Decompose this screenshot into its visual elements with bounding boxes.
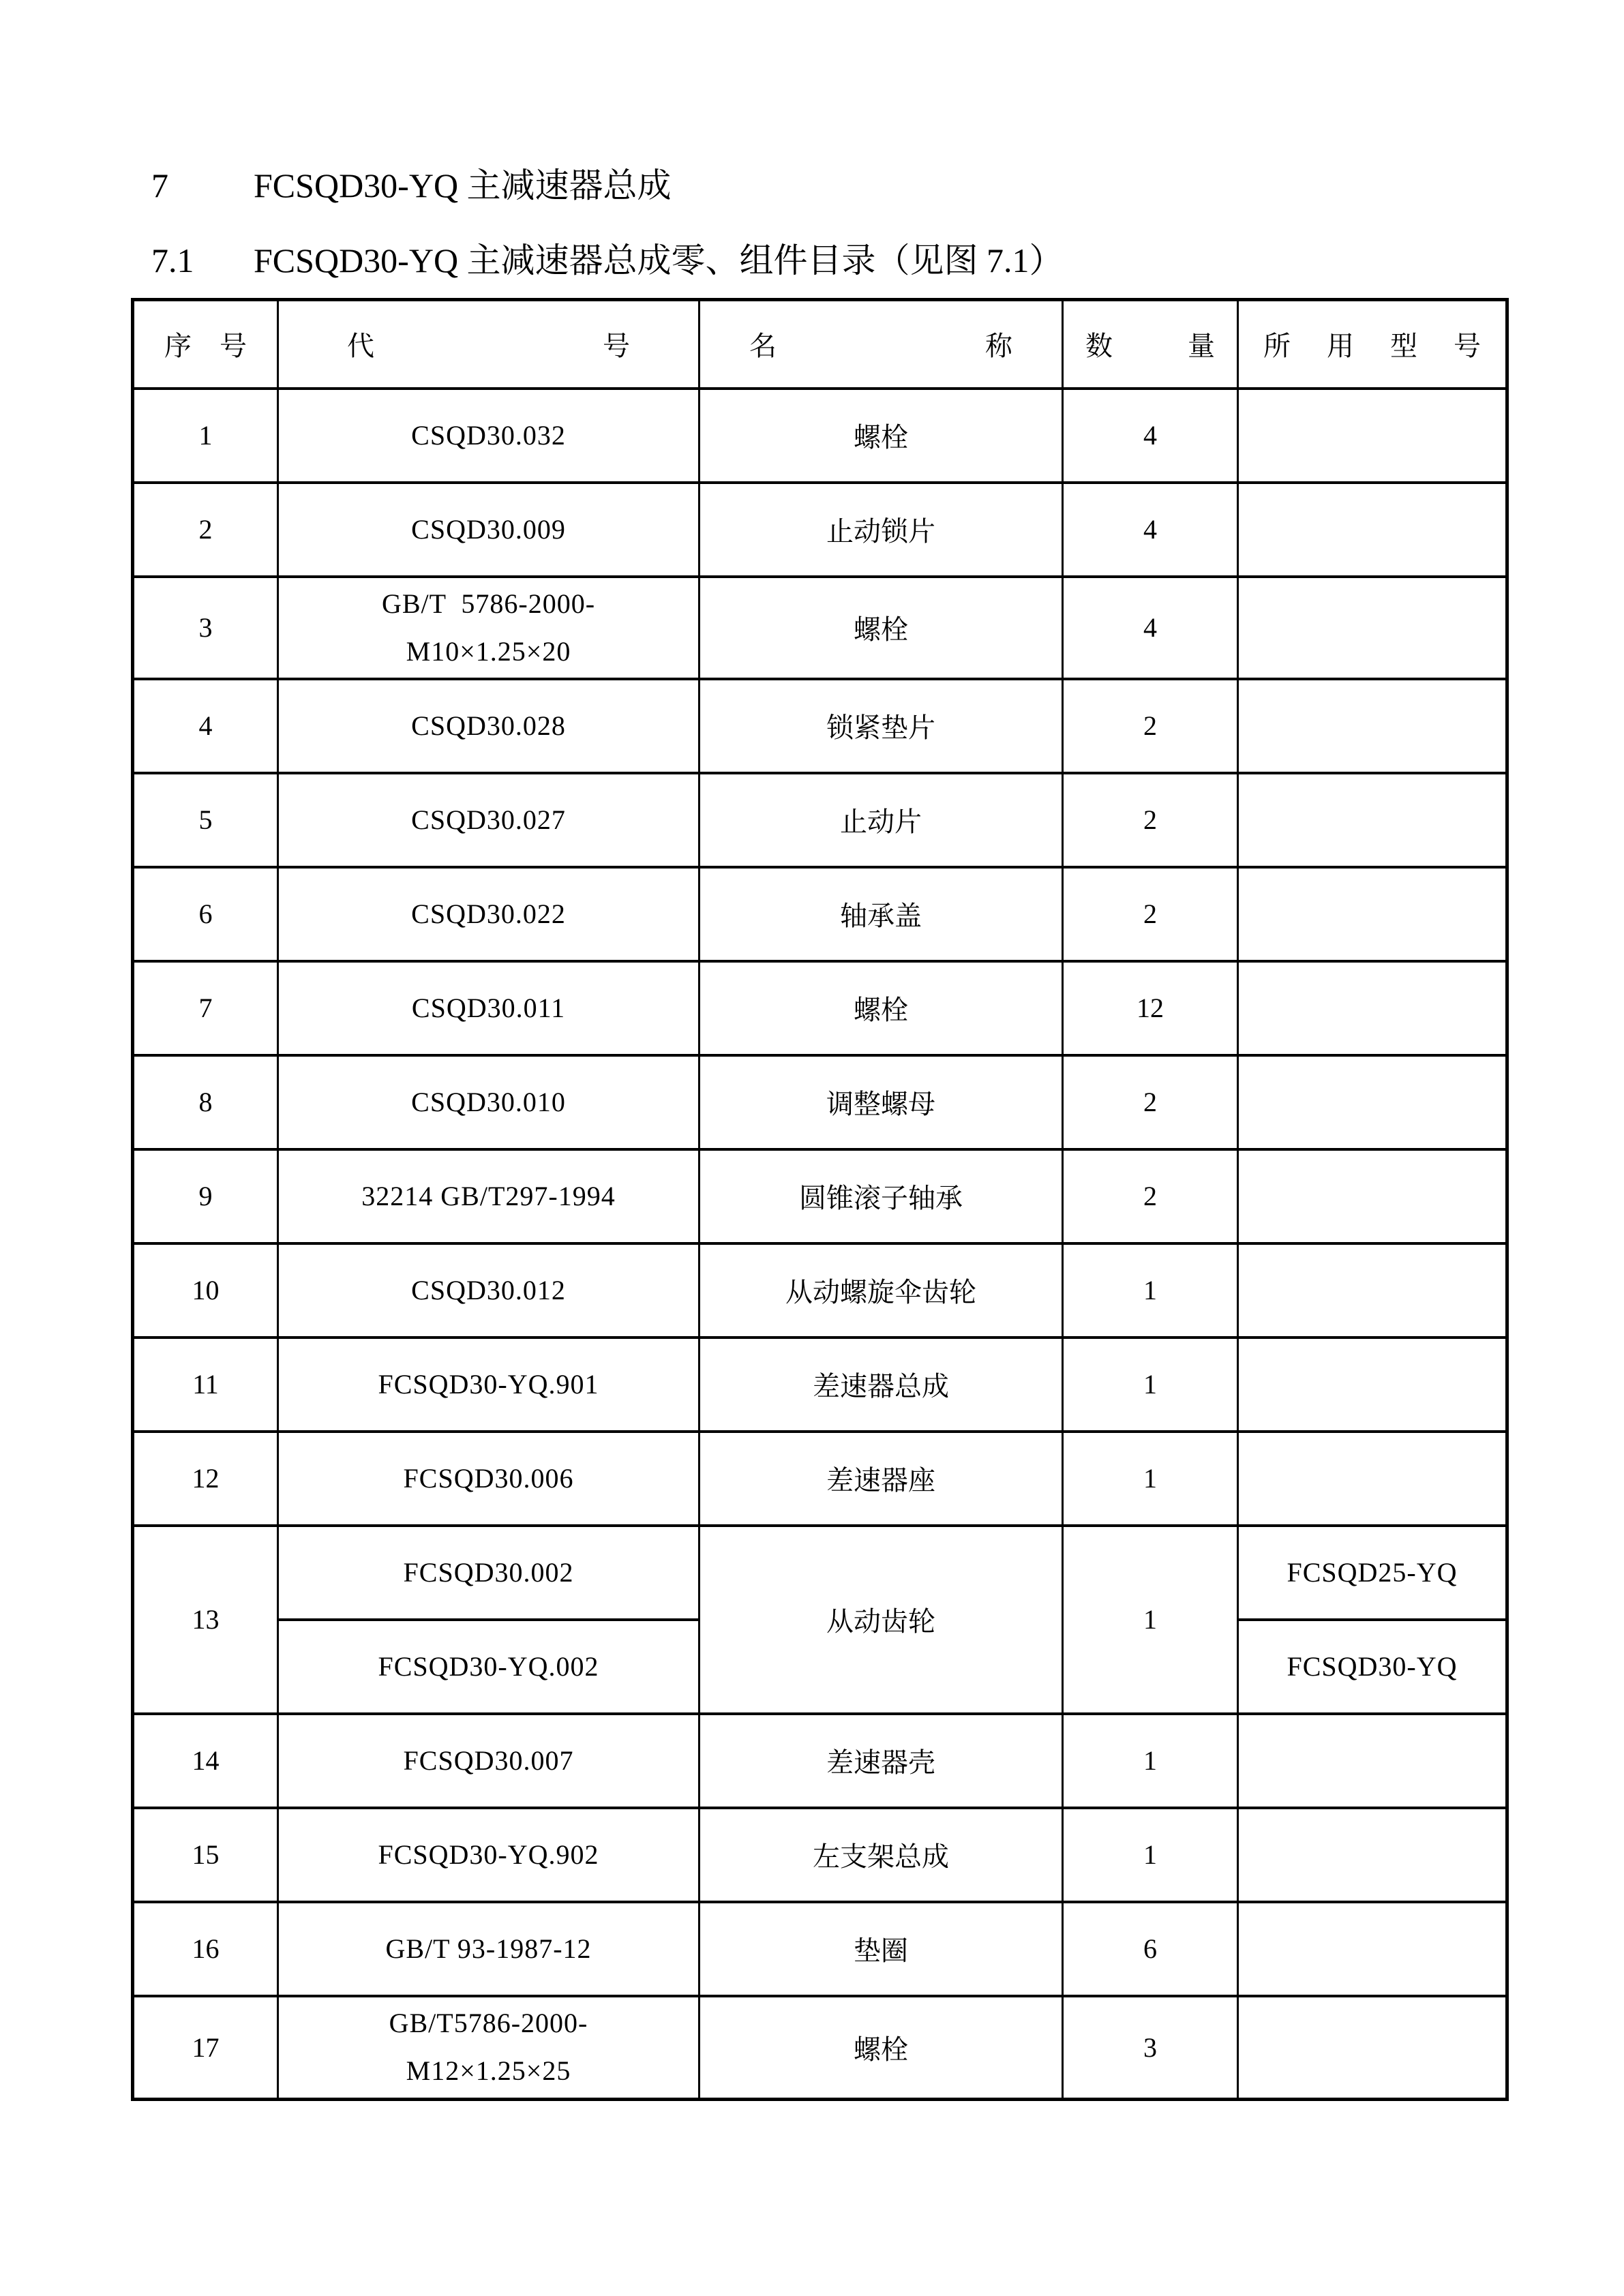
cell-name: 左支架总成 <box>700 1808 1063 1902</box>
cell-model <box>1238 1432 1507 1526</box>
subsection-heading <box>131 241 1515 280</box>
cell-model <box>1238 1055 1507 1149</box>
table-row <box>133 1432 1507 1526</box>
cell-seq: 2 <box>133 483 278 577</box>
cell-seq: 16 <box>133 1902 278 1996</box>
cell-code: CSQD30.009 <box>278 483 700 577</box>
cell-model <box>1238 1149 1507 1243</box>
code-line-2: M12×1.25×25 <box>406 2055 571 2087</box>
cell-model <box>1238 961 1507 1055</box>
cell-name: 从动螺旋伞齿轮 <box>700 1243 1063 1338</box>
cell-qty: 1 <box>1063 1432 1238 1526</box>
table-row <box>133 577 1507 679</box>
table-row <box>133 773 1507 867</box>
cell-model <box>1238 1243 1507 1338</box>
cell-seq: 1 <box>133 389 278 483</box>
cell-name: 螺栓 <box>700 1996 1063 2100</box>
cell-name: 圆锥滚子轴承 <box>700 1149 1063 1243</box>
cell-code <box>278 1996 700 2100</box>
table-row <box>133 389 1507 483</box>
cell-name: 差速器座 <box>700 1432 1063 1526</box>
table-row <box>133 1902 1507 1996</box>
table-header-row <box>133 300 1507 389</box>
table-row <box>133 1243 1507 1338</box>
cell-code-variant-b: FCSQD30-YQ.002 <box>278 1620 700 1714</box>
cell-seq: 12 <box>133 1432 278 1526</box>
cell-model <box>1238 679 1507 773</box>
section-title: FCSQD30-YQ 主减速器总成 <box>254 166 672 205</box>
table-row <box>133 961 1507 1055</box>
cell-qty: 6 <box>1063 1902 1238 1996</box>
cell-code: FCSQD30.006 <box>278 1432 700 1526</box>
cell-code: CSQD30.032 <box>278 389 700 483</box>
cell-code: CSQD30.022 <box>278 867 700 961</box>
code-line-1: GB/T5786-2000- <box>389 2008 588 2039</box>
cell-qty: 1 <box>1063 1808 1238 1902</box>
section-heading <box>131 166 1515 205</box>
cell-code: FCSQD30.007 <box>278 1714 700 1808</box>
cell-code: FCSQD30-YQ.901 <box>278 1338 700 1432</box>
cell-model <box>1238 773 1507 867</box>
cell-qty: 2 <box>1063 773 1238 867</box>
cell-model-variant-b: FCSQD30-YQ <box>1238 1620 1507 1714</box>
cell-seq: 11 <box>133 1338 278 1432</box>
table-row <box>133 1996 1507 2100</box>
cell-qty: 1 <box>1063 1338 1238 1432</box>
cell-name: 从动齿轮 <box>700 1526 1063 1714</box>
table-row <box>133 1055 1507 1149</box>
table-row <box>133 483 1507 577</box>
cell-seq: 15 <box>133 1808 278 1902</box>
cell-code: CSQD30.027 <box>278 773 700 867</box>
cell-code: CSQD30.011 <box>278 961 700 1055</box>
table-row <box>133 1714 1507 1808</box>
cell-name: 锁紧垫片 <box>700 679 1063 773</box>
cell-qty: 2 <box>1063 1149 1238 1243</box>
cell-qty: 4 <box>1063 577 1238 679</box>
cell-qty: 4 <box>1063 389 1238 483</box>
parts-table <box>131 298 1509 2101</box>
cell-qty: 1 <box>1063 1714 1238 1808</box>
cell-name: 差速器总成 <box>700 1338 1063 1432</box>
cell-name: 螺栓 <box>700 389 1063 483</box>
section-number: 7 <box>151 166 168 205</box>
cell-code: CSQD30.010 <box>278 1055 700 1149</box>
cell-seq: 17 <box>133 1996 278 2100</box>
cell-name: 止动锁片 <box>700 483 1063 577</box>
document-page <box>131 0 1515 2101</box>
cell-model <box>1238 1714 1507 1808</box>
cell-name: 螺栓 <box>700 577 1063 679</box>
code-line-1: GB/T 5786-2000- <box>381 588 596 619</box>
cell-seq: 3 <box>133 577 278 679</box>
cell-seq: 10 <box>133 1243 278 1338</box>
cell-seq: 8 <box>133 1055 278 1149</box>
col-header-qty: 数 量 <box>1063 300 1238 389</box>
cell-model <box>1238 577 1507 679</box>
cell-name: 止动片 <box>700 773 1063 867</box>
cell-qty: 4 <box>1063 483 1238 577</box>
cell-seq: 14 <box>133 1714 278 1808</box>
cell-name: 差速器壳 <box>700 1714 1063 1808</box>
cell-code <box>278 577 700 679</box>
cell-name: 垫圈 <box>700 1902 1063 1996</box>
cell-qty: 2 <box>1063 867 1238 961</box>
table-row <box>133 1808 1507 1902</box>
code-line-2: M10×1.25×20 <box>406 635 571 667</box>
table-row <box>133 679 1507 773</box>
subsection-title: FCSQD30-YQ 主减速器总成零、组件目录（见图 7.1） <box>254 241 1064 280</box>
cell-qty: 2 <box>1063 679 1238 773</box>
cell-model-variant-a: FCSQD25-YQ <box>1238 1526 1507 1620</box>
cell-model <box>1238 1996 1507 2100</box>
cell-seq: 6 <box>133 867 278 961</box>
cell-seq: 9 <box>133 1149 278 1243</box>
cell-code: 32214 GB/T297-1994 <box>278 1149 700 1243</box>
cell-name: 轴承盖 <box>700 867 1063 961</box>
col-header-code: 代 号 <box>278 300 700 389</box>
cell-seq: 5 <box>133 773 278 867</box>
cell-name: 螺栓 <box>700 961 1063 1055</box>
cell-code: GB/T 93-1987-12 <box>278 1902 700 1996</box>
cell-qty: 1 <box>1063 1243 1238 1338</box>
col-header-seq: 序 号 <box>133 300 278 389</box>
table-row <box>133 867 1507 961</box>
cell-seq: 13 <box>133 1526 278 1714</box>
cell-code: FCSQD30-YQ.902 <box>278 1808 700 1902</box>
table-row <box>133 1149 1507 1243</box>
table-row <box>133 1338 1507 1432</box>
cell-model <box>1238 1902 1507 1996</box>
cell-name: 调整螺母 <box>700 1055 1063 1149</box>
cell-model <box>1238 483 1507 577</box>
cell-qty: 3 <box>1063 1996 1238 2100</box>
table-row-split-top <box>133 1526 1507 1620</box>
cell-model <box>1238 867 1507 961</box>
cell-model <box>1238 1338 1507 1432</box>
cell-code: CSQD30.012 <box>278 1243 700 1338</box>
cell-qty: 12 <box>1063 961 1238 1055</box>
cell-seq: 4 <box>133 679 278 773</box>
cell-code: CSQD30.028 <box>278 679 700 773</box>
cell-qty: 2 <box>1063 1055 1238 1149</box>
col-header-name: 名 称 <box>700 300 1063 389</box>
cell-model <box>1238 1808 1507 1902</box>
col-header-model: 所 用 型 号 <box>1238 300 1507 389</box>
subsection-number: 7.1 <box>151 241 194 280</box>
cell-qty: 1 <box>1063 1526 1238 1714</box>
cell-code-variant-a: FCSQD30.002 <box>278 1526 700 1620</box>
cell-seq: 7 <box>133 961 278 1055</box>
cell-model <box>1238 389 1507 483</box>
